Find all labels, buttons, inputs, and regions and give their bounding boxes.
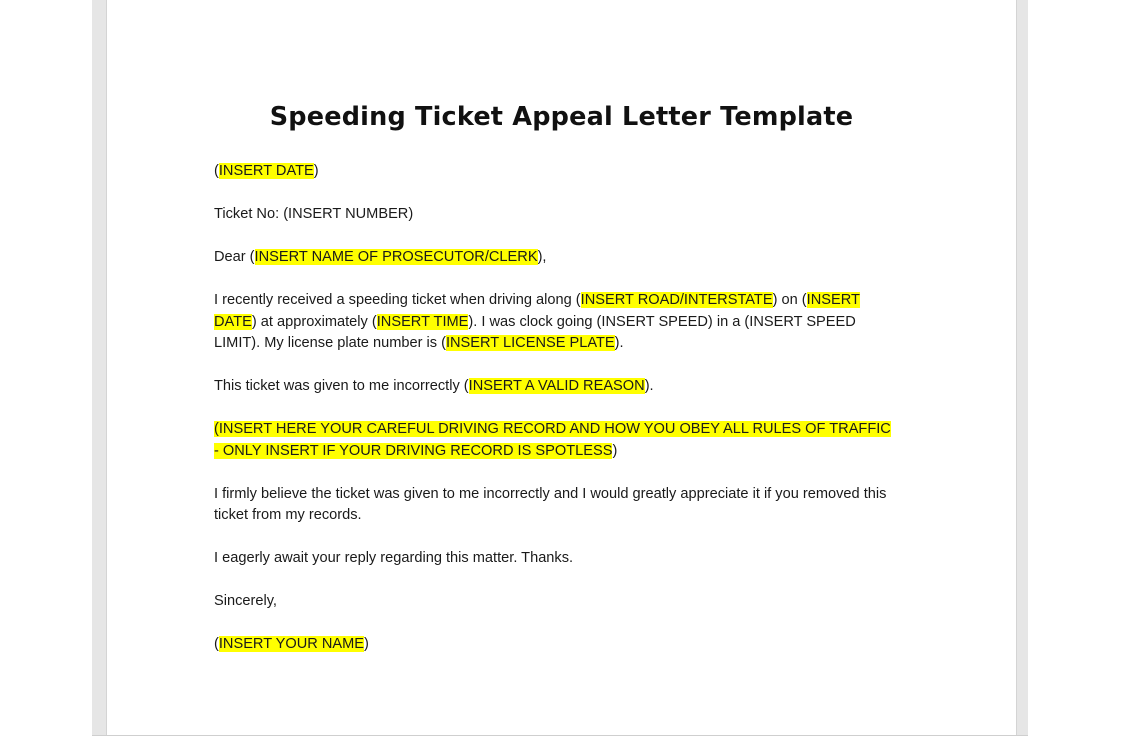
document-page[interactable] [106, 0, 1017, 735]
name-placeholder: INSERT YOUR NAME [218, 636, 365, 653]
driving-record-paragraph: (INSERT HERE YOUR CAREFUL DRIVING RECORD AND HOW YOU OBEY ALL RULES OF TRAFFIC - ONLY INSERT IF YOUR DRIVING RECORD IS SPOTLESS) [214, 421, 891, 459]
incident-date-placeholder: INSERT DATE [214, 291, 860, 330]
reply-paragraph: I eagerly await your reply regarding this matter. Thanks. [214, 550, 574, 567]
reason-paragraph: This ticket was given to me incorrectly (INSERT A VALID REASON). [214, 378, 654, 395]
signature-line: (INSERT YOUR NAME) [214, 636, 369, 653]
time-placeholder: INSERT TIME [376, 313, 469, 330]
ticket-number-line: Ticket No: (INSERT NUMBER) [214, 205, 414, 222]
letter-body [214, 161, 894, 677]
belief-paragraph: I firmly believe the ticket was given to me incorrectly and I would greatly appreciate it if you removed this ticket from my records. [214, 485, 887, 524]
road-placeholder: INSERT ROAD/INTERSTATE [580, 291, 773, 308]
recipient-placeholder: INSERT NAME OF PROSECUTOR/CLERK [254, 248, 538, 265]
page-bottom-edge [92, 735, 1028, 736]
license-plate-placeholder: INSERT LICENSE PLATE [445, 335, 615, 352]
document-title: Speeding Ticket Appeal Letter Template [269, 102, 854, 132]
date-placeholder: INSERT DATE [218, 163, 314, 179]
date-line: (INSERT DATE) [214, 163, 319, 179]
driving-record-placeholder: (INSERT HERE YOUR CAREFUL DRIVING RECORD AND HOW YOU OBEY ALL RULES OF TRAFFIC - ONLY INSERT IF YOUR DRIVING RECORD IS SPOTLESS [214, 421, 891, 459]
reason-placeholder: INSERT A VALID REASON [468, 378, 645, 395]
salutation: Dear (INSERT NAME OF PROSECUTOR/CLERK), [214, 248, 547, 265]
incident-paragraph: I recently received a speeding ticket when driving along (INSERT ROAD/INTERSTATE) on (INSERT DATE) at approximately (INSERT TIME). I was clock going (INSERT SPEED) in a (INSERT SPEED LIMIT). My license plate number is (INSERT LICENSE PLATE). [214, 291, 860, 352]
closing: Sincerely, [214, 593, 277, 610]
